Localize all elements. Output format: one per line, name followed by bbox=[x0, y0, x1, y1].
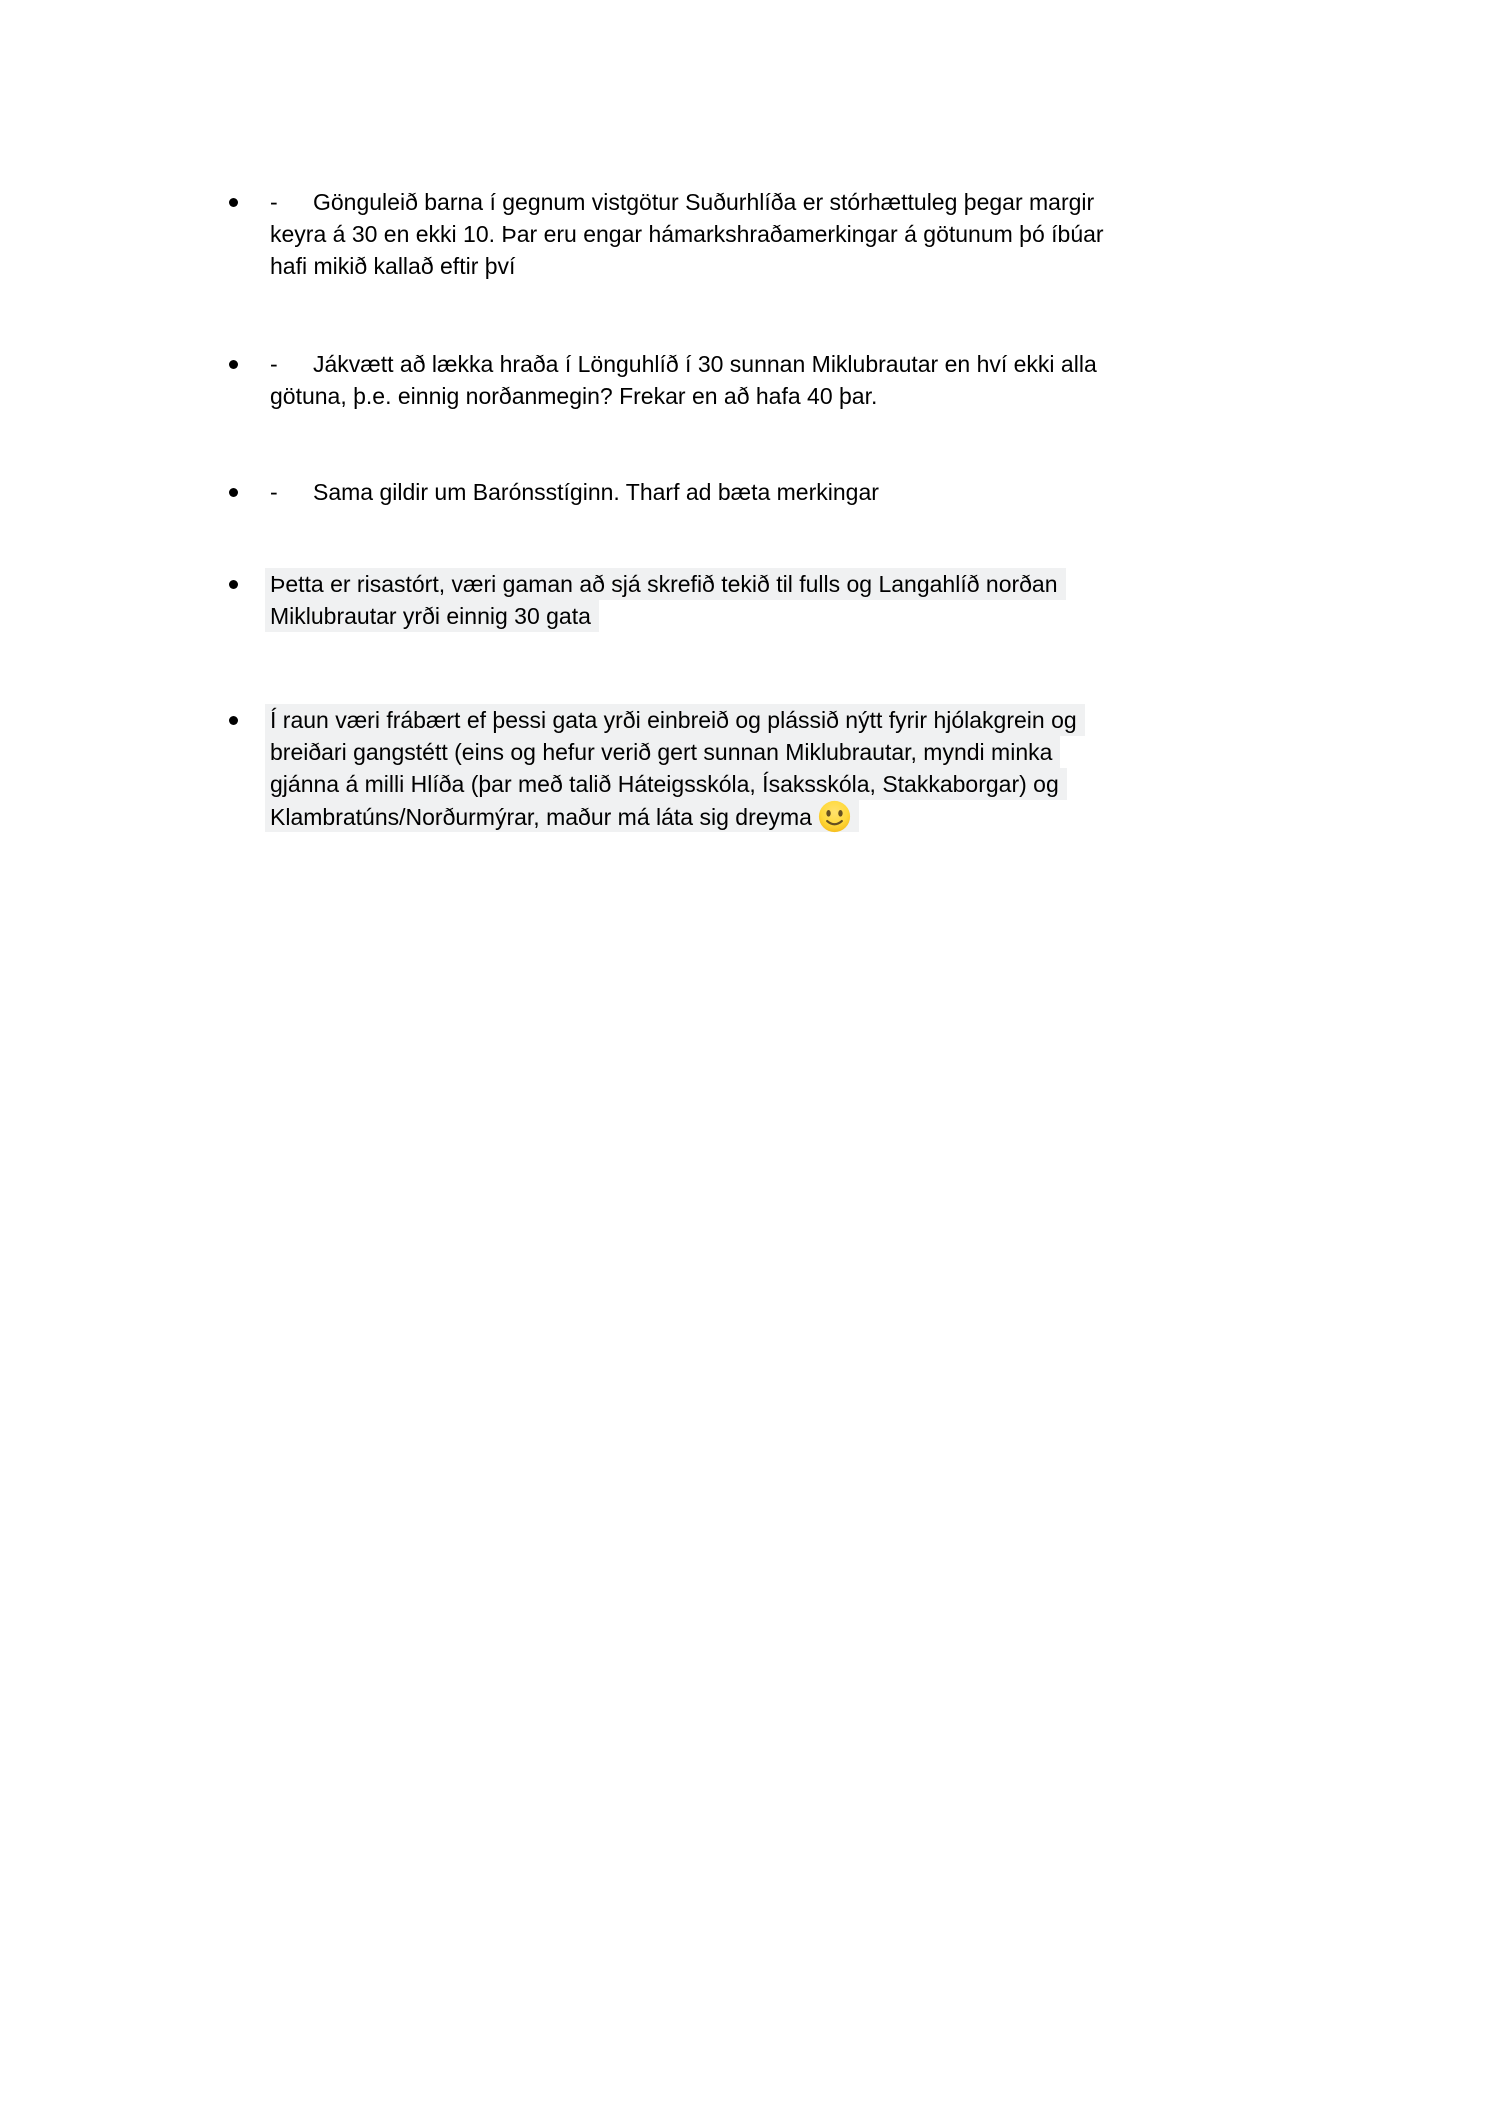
dash-prefix: - bbox=[270, 189, 278, 215]
bullet-line bbox=[270, 186, 1288, 218]
bullet-disc-icon bbox=[229, 580, 238, 589]
bullet-item-5 bbox=[228, 704, 1288, 832]
bulleted-list bbox=[228, 186, 1288, 832]
bullet-item-2 bbox=[228, 348, 1288, 412]
bullet-line bbox=[270, 600, 1288, 632]
bullet-disc-icon bbox=[229, 198, 238, 207]
bullet-line-text: Gönguleið barna í gegnum vistgötur Suðurhlíða er stórhættuleg þegar margir bbox=[313, 189, 1095, 215]
highlighted-text: Í raun væri frábært ef þessi gata yrði einbreið og plássið nýtt fyrir hjólakgrein og bbox=[265, 704, 1085, 736]
bullet-item-4 bbox=[228, 568, 1288, 632]
highlighted-text bbox=[265, 800, 859, 832]
dash-prefix: - bbox=[270, 479, 278, 505]
slightly-smiling-face-emoji bbox=[818, 800, 851, 833]
bullet-item-1 bbox=[228, 186, 1288, 282]
bullet-line-text: Klambratúns/Norðurmýrar, maður má láta sig dreyma bbox=[270, 804, 812, 830]
bullet-disc-icon bbox=[229, 360, 238, 369]
bullet-line bbox=[270, 568, 1288, 600]
highlighted-text: Miklubrautar yrði einnig 30 gata bbox=[265, 600, 599, 632]
dash-prefix: - bbox=[270, 351, 278, 377]
bullet-item-3 bbox=[228, 476, 1288, 508]
bullet-line-text: Jákvætt að lækka hraða í Lönguhlíð í 30 sunnan Miklubrautar en hví ekki alla bbox=[313, 351, 1097, 377]
bullet-disc-icon bbox=[229, 716, 238, 725]
bullet-line-text: götuna, þ.e. einnig norðanmegin? Frekar en að hafa 40 þar. bbox=[270, 383, 878, 409]
bullet-line bbox=[270, 348, 1288, 380]
bullet-line bbox=[270, 736, 1288, 768]
highlighted-text: breiðari gangstétt (eins og hefur verið gert sunnan Miklubrautar, myndi minka bbox=[265, 736, 1060, 768]
bullet-line-text: keyra á 30 en ekki 10. Þar eru engar hámarkshraðamerkingar á götunum þó íbúar bbox=[270, 221, 1104, 247]
highlighted-text: Þetta er risastórt, væri gaman að sjá skrefið tekið til fulls og Langahlíð norðan bbox=[265, 568, 1066, 600]
bullet-line bbox=[270, 800, 1288, 832]
bullet-disc-icon bbox=[229, 488, 238, 497]
highlighted-text: gjánna á milli Hlíða (þar með talið Háteigsskóla, Ísaksskóla, Stakkaborgar) og bbox=[265, 768, 1067, 800]
bullet-line-text: hafi mikið kallað eftir því bbox=[270, 253, 516, 279]
bullet-line-text: Sama gildir um Barónsstíginn. Tharf ad bæta merkingar bbox=[313, 479, 879, 505]
bullet-line bbox=[270, 476, 1288, 508]
bullet-line bbox=[270, 768, 1288, 800]
bullet-line bbox=[270, 704, 1288, 736]
